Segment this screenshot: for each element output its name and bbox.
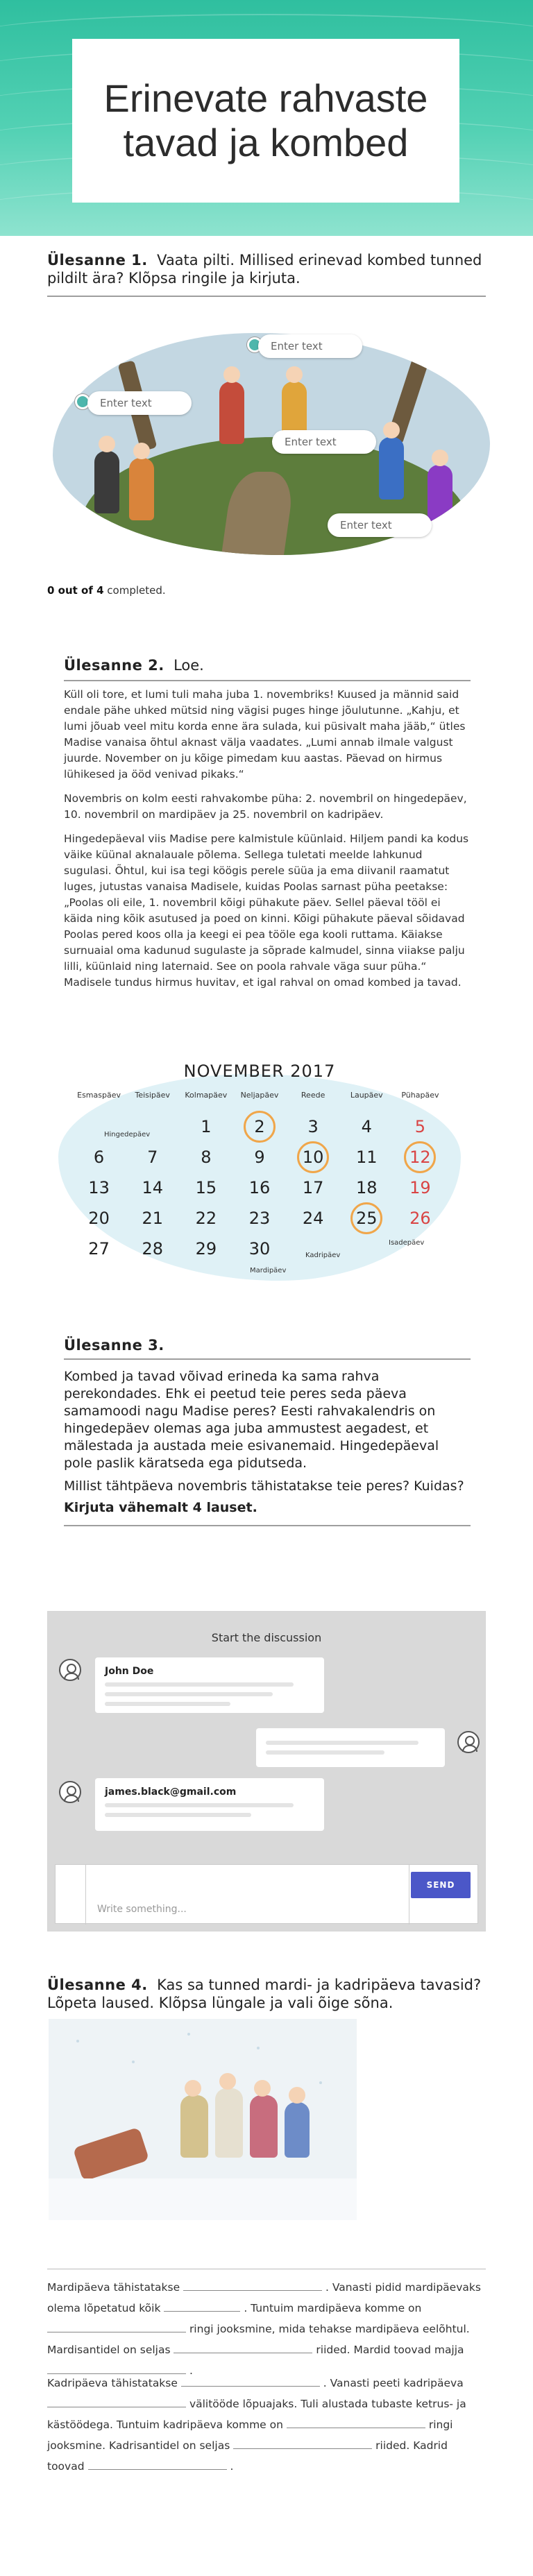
blank-dropdown[interactable] — [233, 2438, 372, 2449]
snowflake — [187, 2033, 190, 2036]
text-field-1[interactable]: Enter text — [258, 334, 362, 358]
day: 8 — [201, 1148, 212, 1167]
blank-dropdown[interactable] — [287, 2417, 425, 2428]
calendar-image — [58, 1061, 461, 1281]
day: 29 — [195, 1239, 217, 1259]
day: 16 — [248, 1178, 271, 1197]
child-figure — [250, 2095, 278, 2158]
task1-label: Ülesanne 1. — [47, 252, 148, 268]
child-figure — [215, 2088, 243, 2158]
day: 9 — [254, 1148, 265, 1167]
weekday: Teisipäev — [135, 1091, 170, 1100]
progress-count: 0 out of 4 — [47, 584, 104, 597]
day: 13 — [88, 1178, 110, 1197]
divider — [64, 680, 471, 681]
task4-label: Ülesanne 4. — [47, 1977, 148, 1993]
snowflake — [257, 2047, 260, 2049]
title-card — [72, 39, 459, 203]
day-isadepaev: 12 — [394, 1142, 447, 1172]
day: 7 — [147, 1148, 158, 1167]
snowflake — [76, 2040, 79, 2042]
discussion-board — [47, 1611, 486, 1931]
day: 6 — [93, 1148, 105, 1167]
day — [340, 1234, 394, 1264]
task2-header — [64, 656, 471, 674]
child-figure — [285, 2102, 310, 2158]
task3-requirement: Kirjuta vähemalt 4 lauset. — [64, 1500, 257, 1515]
weekday: Pühapäev — [401, 1091, 439, 1100]
weekday: Neljapäev — [240, 1091, 279, 1100]
message-author: John Doe — [105, 1666, 154, 1677]
blank-dropdown[interactable] — [164, 2301, 240, 2312]
reply-side — [56, 1865, 86, 1925]
progress-status: 0 out of 4 completed. — [47, 584, 166, 597]
day-kadripaev: 25 — [340, 1203, 394, 1234]
note-mardipaev: Mardipäev — [250, 1267, 287, 1274]
child-figure — [379, 437, 404, 500]
text-placeholder — [266, 1750, 384, 1755]
child-figure — [219, 382, 244, 444]
day — [287, 1234, 340, 1264]
story-text — [64, 687, 471, 991]
calendar-weekdays — [72, 1091, 447, 1100]
day: 24 — [302, 1209, 324, 1228]
message-author: james.black@gmail.com — [105, 1786, 237, 1798]
send-button[interactable]: SEND — [411, 1872, 471, 1898]
note-hingedepaev: Hingedepäev — [104, 1131, 151, 1138]
task1-image — [50, 325, 494, 561]
day: 11 — [356, 1148, 378, 1167]
weekday: Esmaspäev — [77, 1091, 121, 1100]
calendar-title: NOVEMBER 2017 — [183, 1061, 336, 1081]
divider — [47, 296, 486, 297]
page-title: Erinevate rahvaste tavad ja kombed — [103, 76, 428, 164]
blank-dropdown[interactable] — [183, 2280, 322, 2291]
weekday: Kolmapäev — [185, 1091, 228, 1100]
day: 17 — [302, 1178, 324, 1197]
reply-input[interactable]: Write something... — [97, 1904, 187, 1915]
message-bubble — [256, 1728, 445, 1767]
text-field-4[interactable]: Enter text — [328, 513, 432, 537]
sled — [73, 2127, 150, 2181]
message-bubble — [95, 1657, 324, 1713]
reply-box — [55, 1864, 478, 1924]
text-placeholder — [266, 1741, 418, 1745]
story-paragraph: Novembris on kolm eesti rahvakombe püha: 2. novembril on hingedepäev, 10. novembril on mardipäev ja 25. novembril on kadripäev. — [64, 792, 467, 821]
text-placeholder — [105, 1682, 294, 1687]
day: 3 — [307, 1117, 319, 1136]
text-placeholder — [105, 1803, 294, 1807]
day — [394, 1234, 447, 1264]
snow-ground — [49, 2178, 357, 2220]
divider — [64, 1525, 471, 1526]
task1-instruction: Vaata pilti. Millised erinevad kombed tunned pildilt ära? Klõpsa ringile ja kirjuta. — [47, 252, 482, 287]
task4-header — [47, 1976, 486, 2012]
child-figure — [180, 2095, 208, 2158]
story-paragraph: Küll oli tore, et lumi tuli maha juba 1. novembriks! Kuused ja männid said endale pähe uhked mütsid ning vägisi puges hinge jõulutunne. „Kahju, et lumi jõuab veel mitu korda enne ära sulada, kui püsivalt maha jääb,“ ütles Madise vanaisa õhtul aknast välja vaadates. „Lumi annab ilmale valgust juurde. November on ju kõige pimedam kuu aastas. Päevad on hirmus lühikesed ja ööd venivad pikaks.“ — [64, 688, 466, 781]
note-isadepaev: Isadepäev — [389, 1239, 425, 1247]
blank-dropdown[interactable] — [88, 2459, 227, 2470]
weekday: Reede — [301, 1091, 325, 1100]
mardi-paragraph: Mardipäeva tähistatakse . Vanasti pidid mardipäevaks olema lõpetatud kõik . Tuntuim mardipäeva komme on ringi jooksmine, mida tehakse mardipäeva eelõhtul. Mardisantidel on seljas riided. Mardid toovad majja . — [47, 2281, 481, 2377]
divider — [64, 1358, 471, 1360]
day: 14 — [142, 1178, 163, 1197]
day: 18 — [356, 1178, 378, 1197]
task3-section — [64, 1336, 471, 1526]
avatar-icon — [457, 1731, 480, 1753]
blank-dropdown[interactable] — [174, 2342, 312, 2353]
day-hingedepaev: 2 — [232, 1111, 286, 1142]
task2-instruction: Loe. — [174, 657, 204, 674]
day: 15 — [195, 1178, 217, 1197]
day: 20 — [88, 1209, 110, 1228]
day: 26 — [409, 1209, 431, 1228]
kadri-paragraph: Kadripäeva tähistatakse . Vanasti peeti kadripäeva välitööde lõpuajaks. Tuli alustada tubaste ketrus- ja kästöödega. Tuntuim kadripäeva komme on ringi jooksmine. Kadrisantidel on seljas riided. Kadrid toovad . — [47, 2377, 466, 2473]
child-figure — [129, 458, 154, 520]
text-field-2[interactable]: Enter text — [87, 391, 192, 415]
day: 23 — [248, 1209, 271, 1228]
note-kadripaev: Kadripäev — [305, 1252, 341, 1259]
day: 21 — [142, 1209, 163, 1228]
day: 4 — [361, 1117, 372, 1136]
day-mardipaev: 10 — [287, 1142, 340, 1172]
snowflake — [319, 2081, 322, 2084]
day: 19 — [409, 1178, 431, 1197]
task2-label: Ülesanne 2. — [64, 657, 164, 674]
day: 5 — [414, 1117, 426, 1136]
day: 30 — [248, 1239, 271, 1259]
task3-question: Millist tähtpäeva novembris tähistatakse teie peres? Kuidas? — [64, 1478, 464, 1494]
task4-instruction: Kas sa tunned mardi- ja kadripäeva tavasid? Lõpeta laused. Klõpsa lüngale ja vali õige sõna. — [47, 1977, 482, 2011]
child-figure — [94, 451, 119, 513]
task1-header — [47, 251, 486, 287]
task3-text: Kombed ja tavad võivad erineda ka sama rahva perekondades. Ehk ei peetud teie peres seda päeva samamoodi nagu Madise peres? Eesti rahvakalendris on hingedepäev olemas aga juba ammustest aegadest, et mälestada ja austada meie esivanemaid. Hingedepäeval pole paslik käratseda ega pidutseda. — [64, 1369, 439, 1471]
task3-label: Ülesanne 3. — [64, 1337, 164, 1354]
discussion-title: Start the discussion — [211, 1631, 322, 1644]
message-bubble — [95, 1778, 324, 1831]
header-banner — [0, 0, 533, 236]
day: 28 — [142, 1239, 163, 1259]
story-paragraph: Hingedepäeval viis Madise pere kalmistule küünlaid. Hiljem pandi ka kodus väike küünal aknalauale põlema. Sellega tuletati meelde lahkunud sugulasi. Õhtul, kui isa tegi köögis perele süüa ja ema diivanil raamatut luges, jutustas vanaisa Madisele, kuidas Poolas sarnast püha peetakse: „Poolas oli eile, 1. novembril kõigi pühakute päev. Sellel päeval tööl ei käida ning kõik asutused ja poed on kinni. Kõigi pühakute päeval sõidavad Poolas pered koos olla ja keegi ei pea tööle ega kooli ruttama. Käiakse surnuaial oma kadunud sugulaste ja sõprade kalmudel, sinna viiakse palju lilli, küünlaid ning laternaid. See on poola rahvale väga suur püha.“ Madisele tundus hirmus huvitav, et igal rahval on omad kombed ja tavad. — [64, 833, 469, 989]
blank-dropdown[interactable] — [47, 2396, 186, 2407]
text-field-3[interactable]: Enter text — [272, 430, 376, 454]
weekday: Laupäev — [350, 1091, 383, 1100]
reply-input-area[interactable] — [56, 1865, 409, 1925]
day: 27 — [88, 1239, 110, 1259]
text-placeholder — [105, 1813, 251, 1817]
blank-dropdown[interactable] — [181, 2375, 320, 2387]
avatar-icon — [59, 1659, 81, 1681]
blank-dropdown[interactable] — [47, 2321, 186, 2332]
task4-image — [49, 2019, 357, 2220]
text-placeholder — [105, 1692, 273, 1696]
text-placeholder — [105, 1702, 230, 1706]
avatar-icon — [59, 1781, 81, 1803]
day: 1 — [201, 1117, 212, 1136]
day: 22 — [195, 1209, 217, 1228]
snowflake — [132, 2061, 135, 2063]
child-figure — [428, 465, 452, 527]
